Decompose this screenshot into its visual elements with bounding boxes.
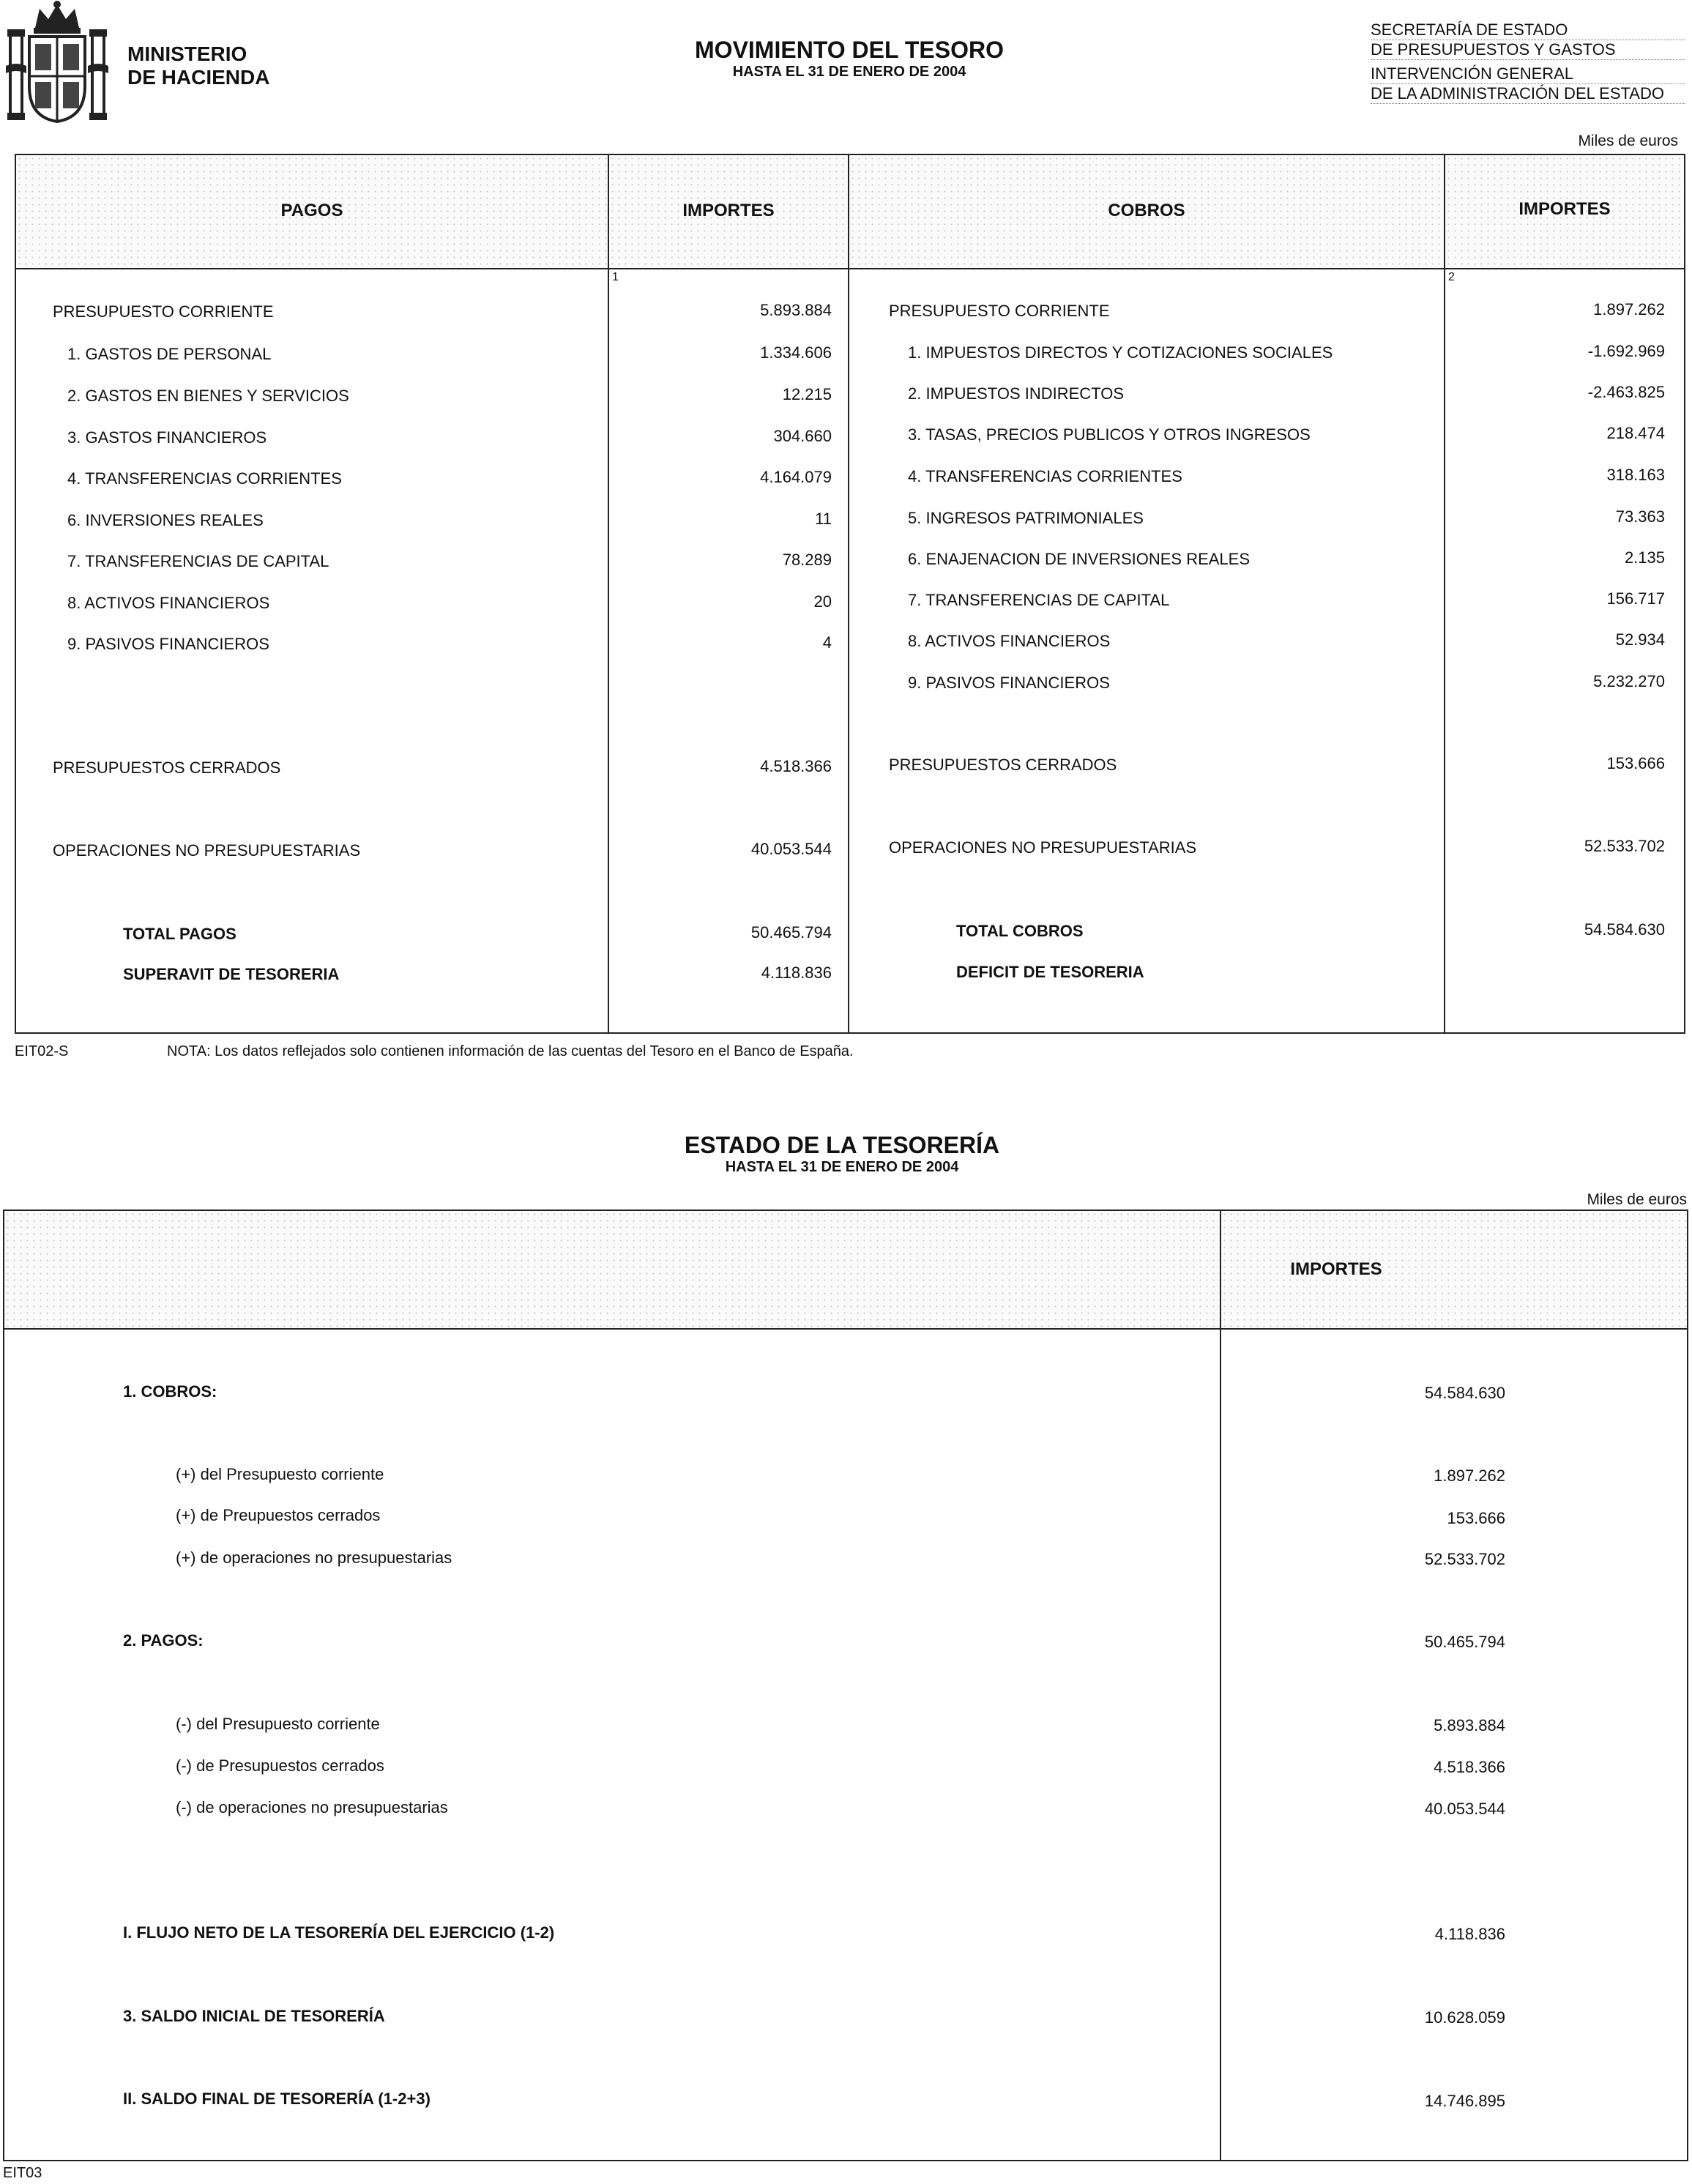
header-cobros: COBROS: [1108, 201, 1185, 220]
header-importes-pagos: IMPORTES: [682, 201, 775, 220]
column-marker-1: 1: [612, 271, 619, 283]
section-title: ESTADO DE LA TESORERÍA: [684, 1132, 1000, 1158]
page-title: MOVIMIENTO DEL TESORO: [695, 37, 1004, 63]
header-importes: IMPORTES: [1290, 1259, 1382, 1279]
form-code-2: EIT03: [3, 2165, 42, 2181]
header-importes-cobros: IMPORTES: [1518, 199, 1611, 219]
units-label: Miles de euros: [1578, 133, 1678, 149]
coat-of-arms-icon: [6, 0, 108, 124]
page-subtitle: HASTA EL 31 DE ENERO DE 2004: [732, 64, 966, 80]
agency-line-4: DE LA ADMINISTRACIÓN DEL ESTADO: [1371, 84, 1685, 104]
agency-line-3: INTERVENCIÓN GENERAL: [1371, 64, 1685, 84]
ministry-line-2: DE HACIENDA: [127, 66, 270, 89]
header-pagos: PAGOS: [280, 201, 343, 220]
agency-line-1: SECRETARÍA DE ESTADO: [1371, 21, 1685, 40]
column-marker-2: 2: [1448, 271, 1455, 283]
agency-line-2: DE PRESUPUESTOS Y GASTOS: [1371, 40, 1685, 60]
units-label-2: Miles de euros: [1587, 1191, 1687, 1208]
form-code: EIT02-S: [15, 1043, 69, 1059]
ministry-line-1: MINISTERIO: [127, 42, 247, 65]
section-subtitle: HASTA EL 31 DE ENERO DE 2004: [725, 1159, 959, 1175]
footnote: NOTA: Los datos reflejados solo contienen información de las cuentas del Tesoro en el Banco de España.: [167, 1043, 854, 1059]
